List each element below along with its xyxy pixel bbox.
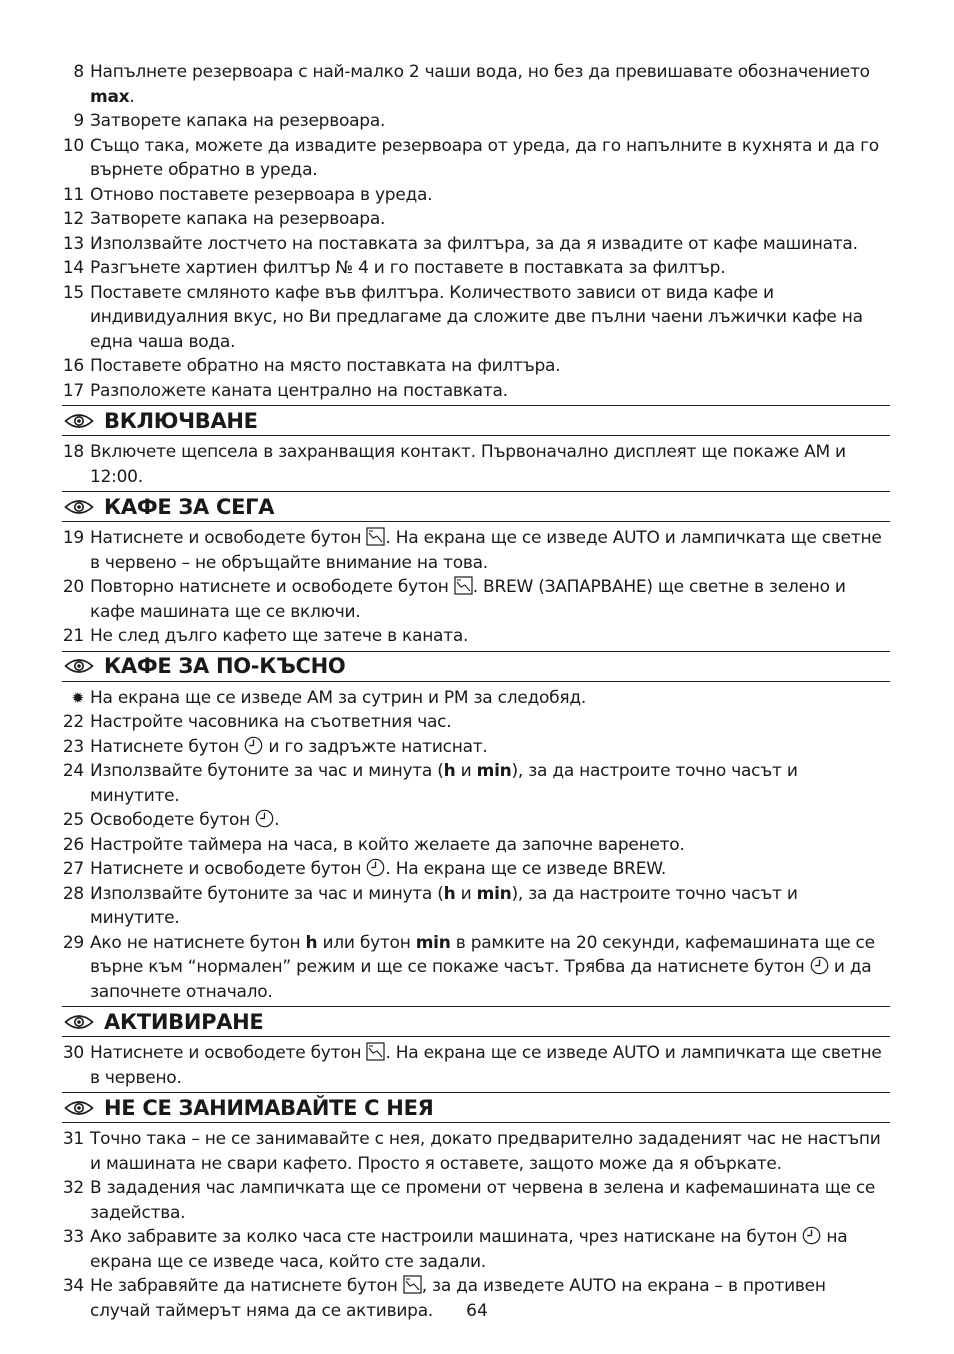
step-number xyxy=(62,882,90,931)
text-run: и xyxy=(455,883,477,904)
bold-term: max xyxy=(90,86,130,107)
step-number-label: 26 xyxy=(62,834,84,855)
section-steps xyxy=(62,1127,890,1323)
bold-term: h xyxy=(443,761,456,781)
step-number-label: 8 xyxy=(73,62,84,82)
list-item xyxy=(62,232,890,257)
step-number xyxy=(62,931,90,1005)
step-text xyxy=(90,882,890,931)
step-number xyxy=(62,232,90,257)
step-text xyxy=(90,857,890,882)
section-header xyxy=(62,491,890,522)
step-text xyxy=(90,354,890,379)
step-number xyxy=(62,207,90,232)
list-item xyxy=(62,1041,890,1090)
text-run: Поставете обратно на място поставката на филтъра. xyxy=(90,356,561,376)
step-text xyxy=(90,686,890,711)
page-number: 64 xyxy=(466,1301,488,1321)
step-text xyxy=(90,134,890,183)
text-run: ), за да настроите точно часът и минутите. xyxy=(90,761,798,806)
step-number xyxy=(62,109,90,134)
step-text xyxy=(90,735,890,760)
step-text xyxy=(90,440,890,489)
text-run: Натиснете бутон xyxy=(90,736,245,757)
step-text xyxy=(90,759,890,808)
list-item xyxy=(62,440,890,489)
text-run: Отново поставете резервоара в уреда. xyxy=(90,184,433,205)
step-number-label: 13 xyxy=(62,233,84,254)
step-number xyxy=(62,1225,90,1274)
list-item xyxy=(62,379,890,404)
step-number-label: 14 xyxy=(62,258,84,278)
step-text xyxy=(90,281,890,355)
section-header xyxy=(62,651,890,682)
text-run: В зададения час лампичката ще се промени от червена в зелена и кафемашината ще се задейства. xyxy=(90,1178,876,1223)
list-item xyxy=(62,1127,890,1176)
step-text xyxy=(90,710,890,735)
eye-icon xyxy=(64,658,94,674)
text-run: Използвайте бутоните за час и минута ( xyxy=(90,883,444,904)
step-number-label: 9 xyxy=(73,111,84,131)
step-number-label: 19 xyxy=(62,528,84,548)
list-item xyxy=(62,60,890,109)
step-number-label: 10 xyxy=(62,135,84,156)
section-steps xyxy=(62,1041,890,1090)
section-header xyxy=(62,1006,890,1037)
step-number-label: 22 xyxy=(62,712,84,732)
list-item xyxy=(62,281,890,355)
step-text xyxy=(90,526,890,575)
step-number-label: 11 xyxy=(62,184,84,205)
text-run: или бутон xyxy=(317,932,416,953)
list-item xyxy=(62,109,890,134)
step-text xyxy=(90,379,890,404)
clock-icon xyxy=(255,809,274,828)
list-item xyxy=(62,526,890,575)
step-number xyxy=(62,575,90,624)
text-run: Натиснете и освободете бутон xyxy=(90,528,367,548)
manual-page xyxy=(62,60,890,1323)
step-number xyxy=(62,440,90,489)
text-run: Не забравяйте да натиснете бутон xyxy=(90,1276,403,1296)
step-number xyxy=(62,759,90,808)
list-item xyxy=(62,857,890,882)
text-run: ), за да настроите точно часът и минутите. xyxy=(90,883,798,928)
sun-icon: ✹ xyxy=(71,688,84,707)
step-number-label: 23 xyxy=(62,736,84,757)
list-item xyxy=(62,624,890,649)
list-item xyxy=(62,1225,890,1274)
auto-button-icon xyxy=(403,1275,422,1294)
list-item xyxy=(62,686,890,711)
section-steps xyxy=(62,440,890,489)
step-text xyxy=(90,624,890,649)
list-item xyxy=(62,833,890,858)
section-title: КАФЕ ЗА СЕГА xyxy=(104,494,275,519)
text-run: Използвайте лостчето на поставката за филтъра, за да я извадите от кафе машината. xyxy=(90,233,858,254)
step-text xyxy=(90,232,890,257)
step-number xyxy=(62,379,90,404)
step-number-label: 12 xyxy=(62,209,84,229)
text-run: Ако не натиснете бутон xyxy=(90,932,306,953)
section-title: НЕ СЕ ЗАНИМАВАЙТЕ С НЕЯ xyxy=(104,1095,434,1120)
step-number-label: 16 xyxy=(62,356,84,376)
step-number-label: 34 xyxy=(62,1276,84,1296)
list-item xyxy=(62,1176,890,1225)
step-number xyxy=(62,183,90,208)
bold-term: min xyxy=(476,883,512,904)
step-text xyxy=(90,109,890,134)
text-run: Натиснете и освободете бутон xyxy=(90,859,367,879)
step-number-label: 18 xyxy=(62,442,84,462)
text-run: Напълнете резервоара с най-малко 2 чаши вода, но без да превишавате обозначението xyxy=(90,62,870,82)
text-run: Точно така – не се занимавайте с нея, докато предварително зададеният час не настъпи и машината не свари кафето. Просто я оставете, защото може да я объркате. xyxy=(90,1129,881,1174)
clock-icon xyxy=(244,736,263,755)
list-item xyxy=(62,882,890,931)
section-title: АКТИВИРАНЕ xyxy=(104,1009,264,1034)
text-run: . BREW (ЗАПАРВАНЕ) ще светне в зелено и кафе машината ще се включи. xyxy=(90,577,846,622)
text-run: . xyxy=(129,86,135,107)
text-run: . xyxy=(274,810,280,830)
step-number-label: 15 xyxy=(62,282,84,303)
step-text xyxy=(90,931,890,1005)
step-number xyxy=(62,857,90,882)
eye-icon xyxy=(64,499,94,515)
section-header xyxy=(62,1092,890,1123)
step-text xyxy=(90,256,890,281)
step-number xyxy=(62,256,90,281)
step-number-label: 24 xyxy=(62,761,84,781)
step-text xyxy=(90,808,890,833)
eye-icon xyxy=(64,1100,94,1116)
step-number-label: 21 xyxy=(62,626,84,646)
text-run: . На екрана ще се изведе AUTO и лампичката ще светне в червено – не обръщайте внимание на това. xyxy=(90,528,882,573)
auto-button-icon xyxy=(454,576,473,595)
step-number xyxy=(62,833,90,858)
text-run: . На екрана ще се изведе BREW. xyxy=(385,859,666,879)
list-item xyxy=(62,735,890,760)
list-item xyxy=(62,710,890,735)
step-number xyxy=(62,735,90,760)
list-item xyxy=(62,575,890,624)
bold-term: min xyxy=(415,932,451,953)
step-number-label: 33 xyxy=(62,1227,84,1247)
text-run: Използвайте бутоните за час и минута ( xyxy=(90,761,444,781)
step-number xyxy=(62,526,90,575)
bold-term: h xyxy=(443,883,456,904)
step-number xyxy=(62,624,90,649)
clock-icon xyxy=(366,858,385,877)
text-run: в рамките на 20 секунди, кафемашината ще се върне към “нормален” режим и ще се покаже часът. Трябва да натиснете бутон xyxy=(90,932,875,977)
step-number xyxy=(62,134,90,183)
clock-icon xyxy=(802,1226,821,1245)
auto-button-icon xyxy=(366,527,385,546)
text-run: Не след дълго кафето ще затече в каната. xyxy=(90,626,469,646)
text-run: Затворете капака на резервоара. xyxy=(90,209,386,229)
list-item xyxy=(62,759,890,808)
text-run: и го задръжте натиснат. xyxy=(263,736,488,757)
step-number-label: 27 xyxy=(62,859,84,879)
section-steps xyxy=(62,526,890,649)
step-text xyxy=(90,1225,890,1274)
text-run: Настройте часовника на съответния час. xyxy=(90,712,452,732)
step-number-label: 28 xyxy=(62,883,84,904)
step-number xyxy=(62,60,90,109)
text-run: Включете щепсела в захранващия контакт. Първоначално дисплеят ще покаже AM и 12:00. xyxy=(90,442,846,487)
section-title: КАФЕ ЗА ПО-КЪСНО xyxy=(104,654,346,678)
step-number-label: 32 xyxy=(62,1178,84,1198)
bold-term: h xyxy=(305,932,318,953)
step-number xyxy=(62,281,90,355)
text-run: Разположете каната централно на поставката. xyxy=(90,380,508,401)
text-run: Ако забравите за колко часа сте настроили машината, чрез натискане на бутон xyxy=(90,1227,803,1247)
list-item xyxy=(62,808,890,833)
step-number-label: 31 xyxy=(62,1129,84,1149)
step-text xyxy=(90,183,890,208)
text-run: и xyxy=(455,761,477,781)
step-text xyxy=(90,60,890,109)
step-text xyxy=(90,1041,890,1090)
list-item xyxy=(62,134,890,183)
text-run: Също така, можете да извадите резервоара от уреда, да го напълните в кухнята и да го върнете обратно в уреда. xyxy=(90,135,879,180)
step-number xyxy=(62,1041,90,1090)
list-item xyxy=(62,931,890,1005)
list-item xyxy=(62,354,890,379)
list-item xyxy=(62,207,890,232)
list-item xyxy=(62,183,890,208)
text-run: и да започнете отначало. xyxy=(90,957,872,1002)
step-number xyxy=(62,686,90,711)
list-item xyxy=(62,256,890,281)
section-title: ВКЛЮЧВАНЕ xyxy=(104,408,258,433)
step-number-label: 29 xyxy=(62,932,84,953)
step-number-label: 30 xyxy=(62,1043,84,1063)
text-run: Освободете бутон xyxy=(90,810,256,830)
text-run: Настройте таймера на часа, в който желаете да започне варенето. xyxy=(90,834,685,855)
clock-icon xyxy=(810,956,829,975)
eye-icon xyxy=(64,413,94,429)
sections xyxy=(62,405,890,1323)
step-text xyxy=(90,1127,890,1176)
text-run: . На екрана ще се изведе AUTO и лампичката ще светне в червено. xyxy=(90,1043,882,1088)
step-text xyxy=(90,575,890,624)
section-steps xyxy=(62,686,890,1005)
auto-button-icon xyxy=(366,1042,385,1061)
step-number xyxy=(62,354,90,379)
step-text xyxy=(90,207,890,232)
text-run: на екрана ще се изведе часа, който сте задали. xyxy=(90,1227,848,1272)
step-number xyxy=(62,710,90,735)
text-run: Натиснете и освободете бутон xyxy=(90,1043,367,1063)
step-number xyxy=(62,1127,90,1176)
text-run: Повторно натиснете и освободете бутон xyxy=(90,577,454,597)
step-number xyxy=(62,1176,90,1225)
text-run: , за да изведете AUTO на екрана – в противен случай таймерът няма да се активира. xyxy=(90,1276,826,1321)
text-run: Поставете смляното кафе във филтъра. Количеството зависи от вида кафе и индивидуалния вкус, но Ви предлагаме да сложите две пълни чаени лъжички кафе на една чаша вода. xyxy=(90,282,863,352)
step-number xyxy=(62,808,90,833)
step-number-label: 20 xyxy=(62,577,84,597)
step-number-label: 25 xyxy=(62,810,84,830)
section-header xyxy=(62,405,890,436)
step-number-label: 17 xyxy=(62,380,84,401)
text-run: Разгънете хартиен филтър № 4 и го поставете в поставката за филтър. xyxy=(90,258,726,278)
eye-icon xyxy=(64,1014,94,1030)
step-text xyxy=(90,1176,890,1225)
bold-term: min xyxy=(476,761,512,781)
text-run: Затворете капака на резервоара. xyxy=(90,111,386,131)
step-text xyxy=(90,833,890,858)
intro-steps xyxy=(62,60,890,403)
text-run: На екрана ще се изведе AM за сутрин и PM за следобяд. xyxy=(90,687,587,708)
